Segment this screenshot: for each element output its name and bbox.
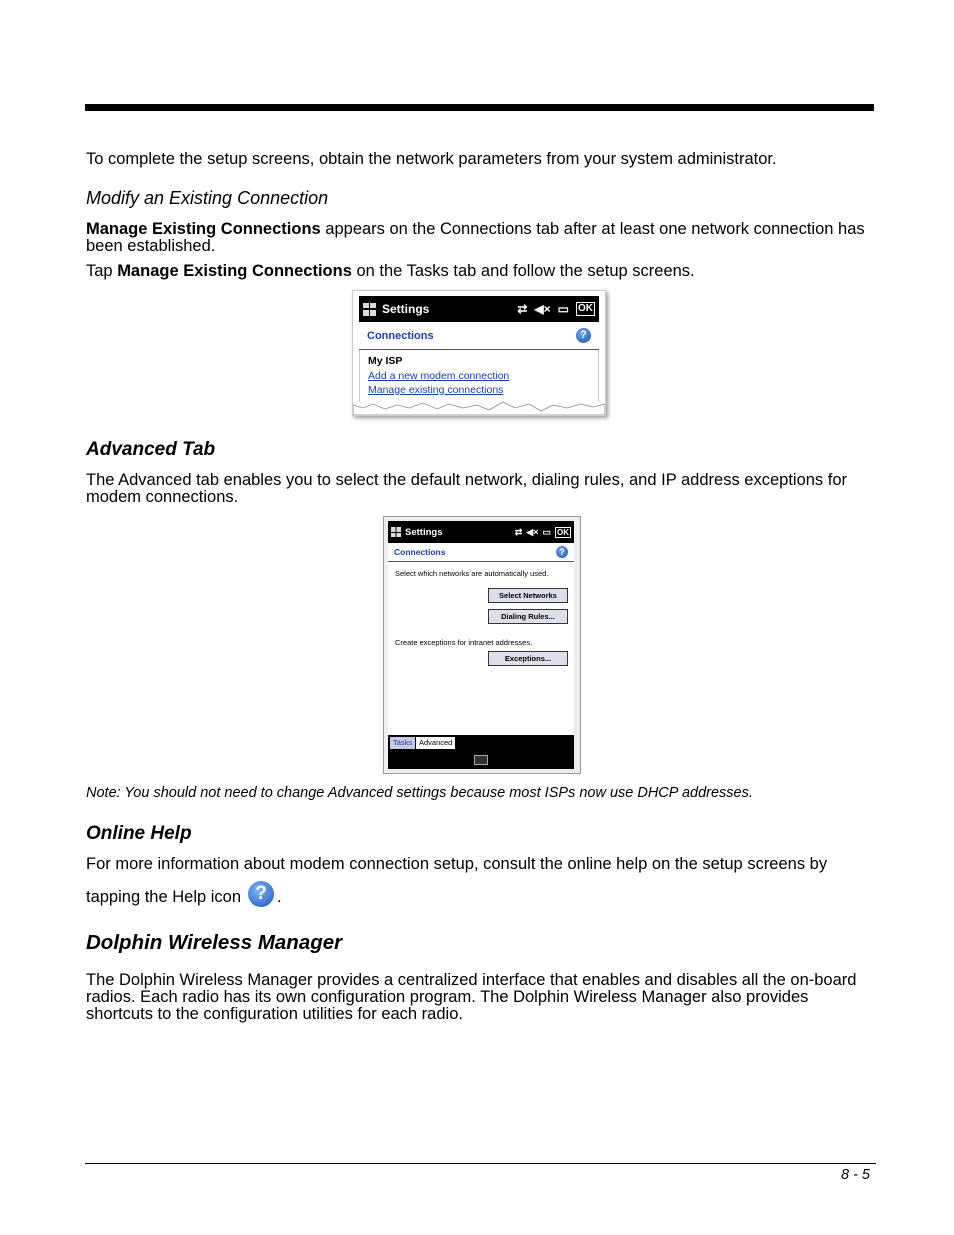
advanced-heading: Advanced Tab (86, 439, 216, 460)
modify-p1-text: appears on the Connections tab after at least one network connection has been established. (86, 220, 865, 255)
advanced-paragraph: The Advanced tab enables you to select the default network, dialing rules, and IP address exceptions for modem connections. (86, 471, 848, 506)
torn-edge (353, 399, 605, 415)
tab-tasks: Tasks (390, 737, 415, 749)
battery-icon: ▭ (557, 302, 569, 316)
modify-p2-pre: Tap (86, 262, 118, 280)
online-help-heading: Online Help (86, 823, 192, 844)
online-help-text: tapping the Help icon (86, 888, 242, 906)
isp-label: My ISP (368, 355, 403, 367)
note-text: Note: You should not need to change Advanced settings because most ISPs now use DHCP addresses. (86, 785, 753, 801)
tab-advanced: Advanced (416, 737, 455, 749)
help-icon-inline: ? (248, 881, 274, 907)
manage-existing-bold-2: Manage Existing Connections (117, 262, 352, 280)
section-title-2: Connections (394, 547, 446, 557)
modify-p2-text: on the Tasks tab and follow the setup screens. (351, 262, 695, 280)
windows-start-icon-2 (391, 527, 401, 537)
dwm-heading: Dolphin Wireless Manager (86, 931, 343, 954)
title-bar (359, 296, 599, 322)
exceptions-text: Create exceptions for intranet addresses. (395, 638, 533, 647)
section-header (359, 322, 599, 350)
tab-bar (388, 735, 574, 769)
dialing-rules-button: Dialing Rules... (488, 609, 568, 624)
speaker-icon: ◀× (534, 302, 551, 316)
page-number: 8 - 5 (840, 1167, 870, 1183)
ok-button: OK (578, 303, 593, 314)
advanced-screenshot (383, 516, 581, 774)
section-header-2 (388, 543, 574, 562)
connections-body (359, 350, 599, 402)
title-text: Settings (382, 302, 430, 316)
connectivity-icon: ⇄ (517, 302, 528, 316)
keyboard-icon (474, 755, 488, 765)
select-networks-button: Select Networks (488, 588, 568, 603)
help-icon: ? (576, 328, 591, 343)
title-text-2: Settings (405, 526, 443, 538)
manage-existing-bold: Manage Existing Connections (86, 220, 321, 238)
battery-icon-2: ▭ (542, 526, 551, 537)
help-icon-2: ? (556, 546, 568, 558)
speaker-icon-2: ◀× (526, 526, 539, 537)
add-modem-link: Add a new modem connection (368, 369, 510, 382)
title-bar-2 (388, 521, 574, 543)
footer-rule (85, 1163, 876, 1164)
dwm-paragraph: The Dolphin Wireless Manager provides a centralized interface that enables and disables all the on-board radios. Each radio has its own configuration program. The Dolphin Wireless Manager also provides shortcuts to the configuration utilities for each radio. (86, 971, 857, 1023)
windows-start-icon (363, 303, 376, 316)
online-help-line-1: For more information about modem connection setup, consult the online help on the setup screens by (86, 855, 828, 873)
manage-connections-link: Manage existing connections (368, 384, 504, 396)
section-title: Connections (367, 329, 434, 342)
intro-paragraph: To complete the setup screens, obtain the network parameters from your system administrator. (86, 150, 777, 168)
modify-paragraph-1 (86, 221, 876, 255)
connections-screenshot (352, 290, 606, 416)
ok-button-2: OK (557, 527, 569, 537)
online-help-period: . (277, 888, 282, 906)
connectivity-icon-2: ⇄ (514, 526, 523, 537)
networks-text: Select which networks are automatically used. (395, 569, 549, 578)
online-help-line-2 (86, 882, 876, 912)
header-rule (85, 104, 874, 111)
modify-heading: Modify an Existing Connection (86, 188, 329, 208)
exceptions-button: Exceptions... (488, 651, 568, 666)
modify-paragraph-2 (86, 263, 876, 280)
